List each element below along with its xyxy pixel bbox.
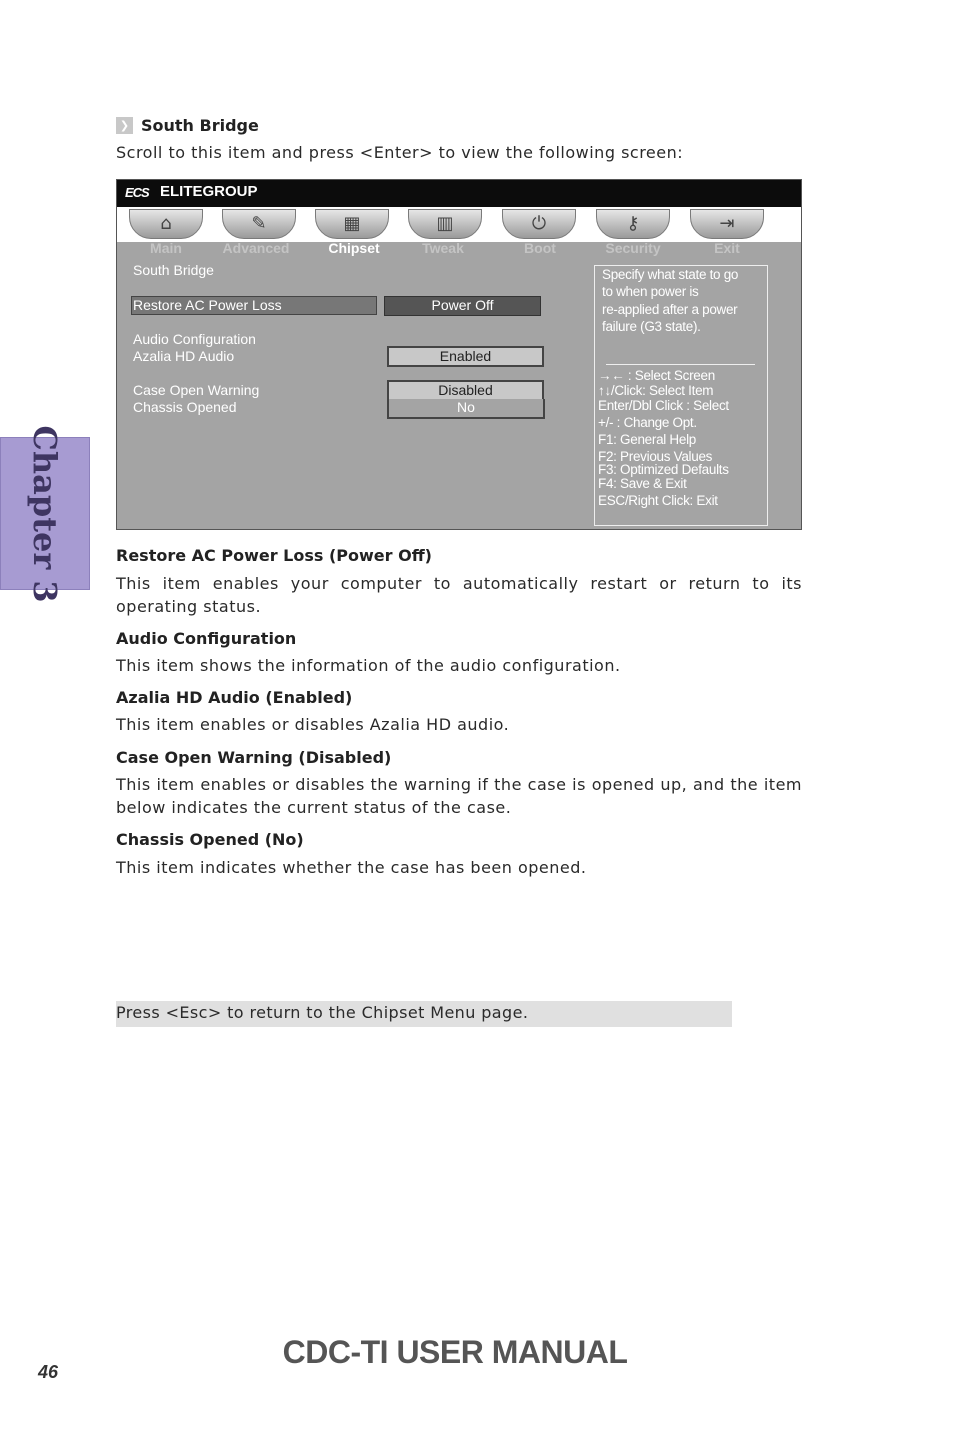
tab-boot[interactable]: Boot bbox=[524, 240, 556, 256]
chassis-value: No bbox=[387, 399, 545, 419]
desc-title-case-open: Case Open Warning (Disabled) bbox=[116, 748, 392, 767]
desc-title-azalia: Azalia HD Audio (Enabled) bbox=[116, 688, 353, 707]
audio-config-label: Audio Configuration bbox=[133, 331, 256, 347]
help-panel bbox=[594, 265, 768, 526]
section-intro: Scroll to this item and press <Enter> to view the following screen: bbox=[116, 143, 684, 162]
desc-text-azalia: This item enables or disables Azalia HD audio. bbox=[116, 715, 510, 734]
desc-title-audio-config: Audio Configuration bbox=[116, 629, 297, 648]
restore-ac-label[interactable]: Restore AC Power Loss bbox=[133, 297, 282, 313]
desc-text-audio-config: This item shows the information of the audio configuration. bbox=[116, 656, 621, 675]
ecs-logo: ECS bbox=[125, 185, 149, 200]
tab-advanced[interactable]: Advanced bbox=[222, 240, 290, 256]
help-key-line: →← : Select Screen bbox=[598, 368, 715, 383]
bios-title-bar bbox=[117, 180, 801, 207]
brand-name: ELITEGROUP bbox=[160, 183, 258, 200]
azalia-label[interactable]: Azalia HD Audio bbox=[133, 348, 235, 364]
chevron-right-icon: ❯ bbox=[116, 117, 133, 134]
azalia-value[interactable]: Enabled bbox=[387, 346, 544, 367]
tab-main[interactable]: Main bbox=[150, 240, 182, 256]
help-description-line: re-applied after a power bbox=[602, 302, 738, 317]
desc-title-restore-ac: Restore AC Power Loss (Power Off) bbox=[116, 546, 432, 565]
tab-exit[interactable]: Exit bbox=[714, 240, 740, 256]
desc-title-chassis: Chassis Opened (No) bbox=[116, 830, 304, 849]
help-description-line: failure (G3 state). bbox=[602, 319, 701, 334]
bar-chart-icon[interactable]: ▥ bbox=[408, 209, 482, 239]
wrench-icon[interactable]: ✎ bbox=[222, 209, 296, 239]
chassis-label: Chassis Opened bbox=[133, 399, 237, 415]
home-icon[interactable]: ⌂ bbox=[129, 209, 203, 239]
help-key-line: F2: Previous Values bbox=[598, 449, 713, 464]
help-key-line: +/- : Change Opt. bbox=[598, 415, 697, 430]
help-description-line: to when power is bbox=[602, 284, 699, 299]
tab-chipset[interactable]: Chipset bbox=[328, 240, 380, 256]
section-heading bbox=[116, 116, 259, 135]
help-key-line: Enter/Dbl Click : Select bbox=[598, 398, 729, 413]
desc-text-chassis: This item indicates whether the case has been opened. bbox=[116, 858, 587, 877]
key-icon[interactable]: ⚷ bbox=[596, 209, 670, 239]
page-number: 46 bbox=[38, 1362, 59, 1382]
section-title: South Bridge bbox=[141, 116, 259, 135]
esc-note: Press <Esc> to return to the Chipset Menu page. bbox=[116, 1001, 732, 1027]
help-key-line: F3: Optimized Defaults bbox=[598, 462, 729, 477]
power-icon[interactable]: ⏻ bbox=[502, 209, 576, 239]
case-open-value[interactable]: Disabled bbox=[387, 380, 544, 401]
desc-text-restore-ac: This item enables your computer to automatically restart or return to its operating status. bbox=[116, 574, 802, 616]
bios-screen bbox=[116, 179, 802, 530]
chapter-tab bbox=[0, 424, 90, 603]
help-description-line: Specify what state to go bbox=[602, 267, 739, 282]
help-key-line: ↑↓/Click: Select Item bbox=[598, 383, 714, 398]
exit-icon[interactable]: ⇥ bbox=[690, 209, 764, 239]
help-key-line: F1: General Help bbox=[598, 432, 696, 447]
case-open-label[interactable]: Case Open Warning bbox=[133, 382, 260, 398]
help-key-line: F4: Save & Exit bbox=[598, 476, 687, 491]
help-divider bbox=[606, 364, 755, 365]
desc-text-case-open: This item enables or disables the warning if the case is opened up, and the item below indicates the current status of the case. bbox=[116, 775, 802, 817]
tab-tweak[interactable]: Tweak bbox=[422, 240, 464, 256]
manual-title: CDC-TI USER MANUAL bbox=[282, 1334, 628, 1370]
chip-icon[interactable]: ▦ bbox=[315, 209, 389, 239]
tab-security[interactable]: Security bbox=[605, 240, 661, 256]
chapter-label: Chapter 3 bbox=[26, 424, 64, 603]
restore-ac-value[interactable]: Power Off bbox=[384, 296, 541, 316]
bios-screen-title: South Bridge bbox=[133, 262, 214, 278]
help-key-line: ESC/Right Click: Exit bbox=[598, 493, 718, 508]
